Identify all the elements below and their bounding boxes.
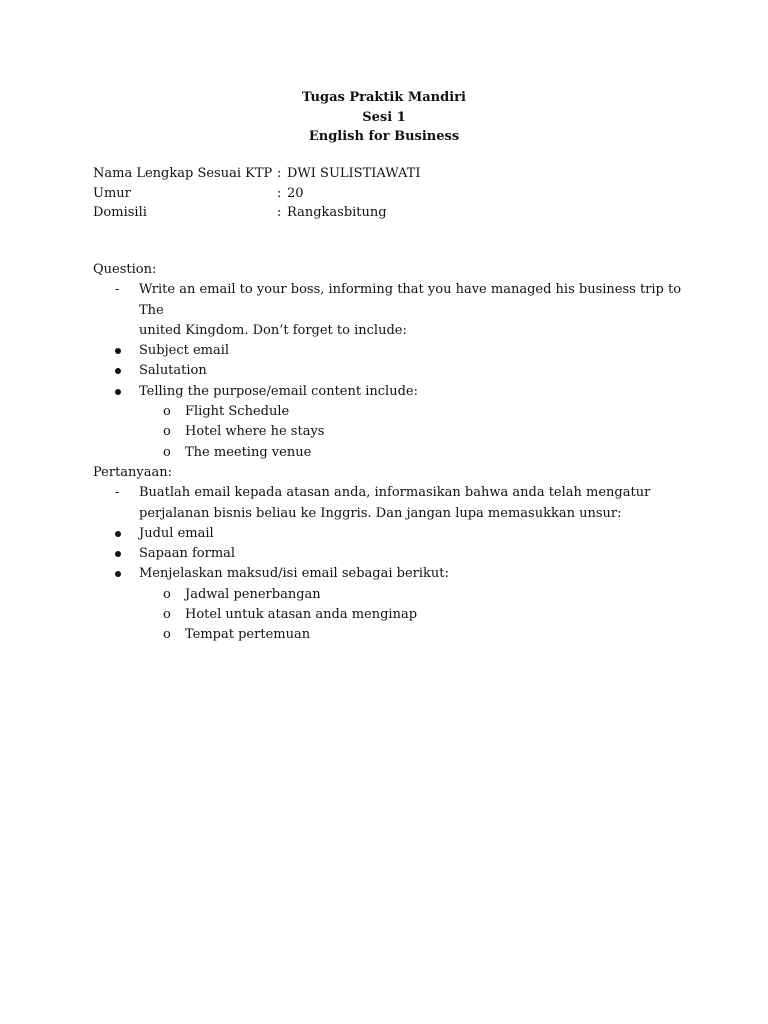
pertanyaan-heading: Pertanyaan: — [93, 464, 173, 480]
list-item — [93, 564, 693, 584]
info-separator: : — [277, 185, 282, 201]
sub-bullet-marker: o — [163, 627, 171, 643]
bullet-icon — [115, 531, 121, 537]
info-label: Domisili — [93, 205, 147, 220]
info-row-domicile — [93, 203, 420, 223]
info-value: 20 — [287, 185, 304, 201]
title-line-1: Tugas Praktik Mandiri — [302, 90, 466, 105]
document-title — [0, 88, 768, 147]
question-intro-line-1: Write an email to your boss, informing that you have managed his business trip to The — [139, 282, 682, 318]
sub-bullet-marker: o — [163, 607, 171, 623]
sub-list-item — [93, 625, 693, 645]
bullet-text: Menjelaskan maksud/isi email sebagai berikut: — [139, 566, 449, 582]
questions-section — [93, 260, 693, 646]
sub-list-item — [93, 402, 693, 422]
info-separator: : — [277, 166, 282, 181]
sub-item-text: Tempat pertemuan — [185, 627, 311, 643]
sub-list-item — [93, 605, 693, 625]
pertanyaan-intro-line-2: perjalanan bisnis beliau ke Inggris. Dan jangan lupa memasukkan unsur: — [139, 505, 622, 521]
sub-bullet-marker: o — [163, 444, 171, 460]
question-heading: Question: — [93, 262, 157, 277]
pertanyaan-intro-line-1: Buatlah email kepada atasan anda, informasikan bahwa anda telah mengatur — [139, 485, 651, 501]
sub-list-item — [93, 585, 693, 605]
question-intro — [93, 280, 693, 341]
bullet-text: Telling the purpose/email content include: — [139, 383, 418, 399]
list-item — [93, 341, 693, 361]
sub-item-text: The meeting venue — [185, 444, 312, 460]
dash-marker: - — [115, 282, 120, 298]
info-separator: : — [277, 205, 282, 220]
list-item — [93, 361, 693, 381]
bullet-text: Subject email — [139, 343, 230, 359]
sub-item-text: Flight Schedule — [185, 404, 290, 420]
bullet-text: Salutation — [139, 363, 207, 379]
list-item — [93, 524, 693, 544]
list-item — [93, 382, 693, 402]
info-row-age — [93, 184, 420, 204]
dash-marker: - — [115, 485, 120, 501]
sub-item-text: Hotel where he stays — [185, 424, 325, 440]
bullet-icon — [115, 389, 121, 395]
bullet-icon — [115, 571, 121, 577]
student-info — [93, 164, 420, 223]
list-item — [93, 544, 693, 564]
info-label: Nama Lengkap Sesuai KTP — [93, 166, 273, 181]
bullet-text: Judul email — [139, 525, 214, 541]
question-intro-line-2: united Kingdom. Don’t forget to include: — [139, 322, 407, 338]
title-line-3: English for Business — [308, 129, 460, 144]
title-line-2: Sesi 1 — [362, 109, 406, 125]
sub-bullet-marker: o — [163, 404, 171, 420]
info-value: Rangkasbitung — [287, 205, 387, 220]
bullet-text: Sapaan formal — [139, 546, 236, 562]
info-label: Umur — [93, 185, 131, 201]
sub-list-item — [93, 443, 693, 463]
pertanyaan-intro — [93, 483, 693, 524]
bullet-icon — [115, 368, 121, 374]
sub-list-item — [93, 422, 693, 442]
bullet-icon — [115, 348, 121, 354]
sub-bullet-marker: o — [163, 586, 171, 602]
info-value: DWI SULISTIAWATI — [287, 166, 421, 181]
sub-bullet-marker: o — [163, 424, 171, 440]
bullet-icon — [115, 551, 121, 557]
info-row-name — [93, 164, 420, 184]
sub-item-text: Hotel untuk atasan anda menginap — [185, 607, 418, 623]
sub-item-text: Jadwal penerbangan — [185, 586, 321, 602]
